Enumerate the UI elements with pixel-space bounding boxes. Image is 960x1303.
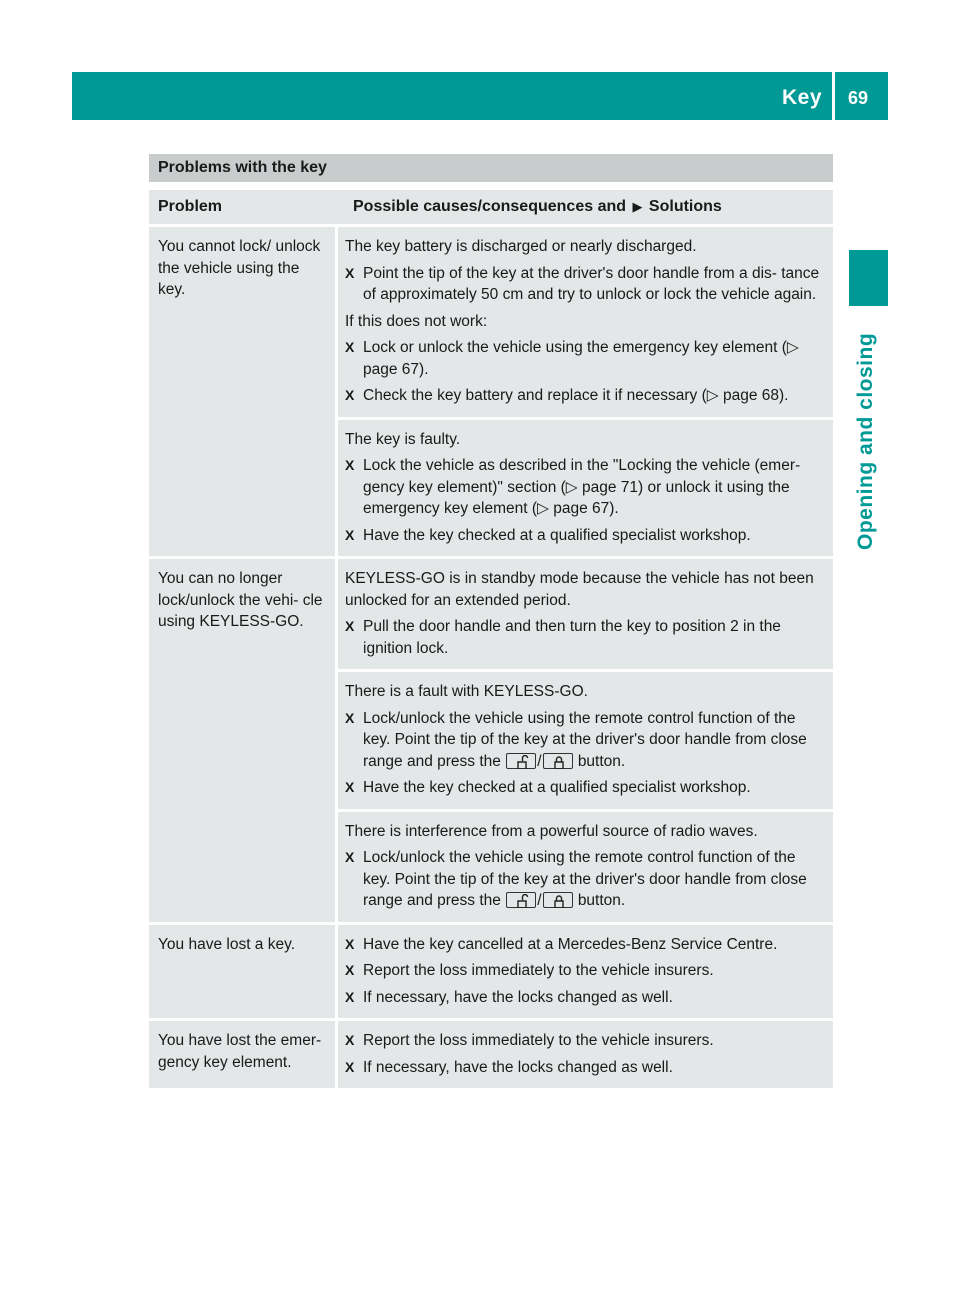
step-arrow-icon: X: [345, 1032, 355, 1048]
step-arrow-icon: X: [345, 988, 355, 1005]
cause-text: The key is faulty.: [345, 430, 461, 448]
step-text: Check the key battery and replace it if necessary (▷ page 68).: [363, 387, 789, 404]
cause-text: The key battery is discharged or nearly discharged.: [345, 238, 697, 255]
unlock-button-icon: [506, 892, 536, 908]
step-text: Report the loss immediately to the vehicle insurers.: [363, 962, 714, 979]
table-row: [149, 227, 833, 556]
cause-text: KEYLESS-GO is in standby mode because the vehicle has not been unlocked for an extended period.: [345, 570, 814, 609]
cause-text: There is a fault with KEYLESS-GO.: [345, 683, 588, 700]
step-arrow-icon: X: [345, 1058, 355, 1075]
slash-separator: /: [537, 892, 542, 909]
lock-button-icon: [543, 892, 573, 908]
solution-step: [345, 1030, 826, 1052]
step-arrow-icon: X: [345, 264, 355, 281]
step-text: Lock or unlock the vehicle using the emergency key element (▷ page 67).: [363, 339, 799, 378]
step-text: Have the key checked at a qualified specialist workshop.: [363, 779, 751, 796]
step-text: Lock/unlock the vehicle using the remote control function of the key. Point the tip of the key at the driver's door handle from close range and press the: [363, 709, 807, 770]
header-solutions-b: Solutions: [648, 198, 722, 215]
step-text-wrap: [363, 847, 826, 912]
step-text: If necessary, have the locks changed as well.: [363, 988, 673, 1006]
step-text-wrap: [363, 1057, 826, 1079]
step-arrow-icon: X: [345, 526, 355, 543]
solutions-cell: [338, 559, 833, 922]
cause-block: [338, 925, 833, 1019]
step-text-wrap: [363, 1030, 826, 1052]
step-text-wrap: [363, 385, 826, 407]
solution-step: [345, 616, 826, 659]
solution-step: [345, 960, 826, 982]
step-arrow-icon: X: [345, 935, 355, 952]
cause-text: If this does not work:: [345, 312, 488, 330]
solutions-cell: [338, 1021, 833, 1088]
solution-step: [345, 385, 826, 407]
table-body: [149, 227, 833, 1088]
step-arrow-icon: X: [345, 618, 355, 634]
cause-block: [338, 812, 833, 922]
cause-text: There is interference from a powerful source of radio waves.: [345, 822, 758, 840]
table-header-row: [149, 190, 833, 224]
step-text-after: button.: [577, 752, 626, 770]
step-arrow-icon: X: [345, 962, 355, 978]
step-text: Have the key checked at a qualified specialist workshop.: [363, 526, 751, 544]
step-text: Lock/unlock the vehicle using the remote control function of the key. Point the tip of the key at the driver's door handle from close range and press the: [363, 849, 807, 909]
step-text-wrap: [363, 987, 826, 1009]
header-solutions: [344, 190, 833, 224]
step-text-wrap: [363, 777, 826, 799]
step-arrow-icon: X: [345, 779, 355, 795]
problem-cell: You cannot lock/ unlock the vehicle using the key.: [149, 227, 335, 556]
cause-block: [338, 672, 833, 809]
header-separator: [832, 72, 835, 120]
solution-step: [345, 1057, 826, 1079]
solution-step: [345, 455, 826, 520]
unlock-button-icon: [506, 753, 536, 769]
solutions-cell: [338, 227, 833, 556]
step-text: Report the loss immediately to the vehicle insurers.: [363, 1032, 714, 1049]
step-arrow-icon: X: [345, 849, 355, 865]
side-tab-label: Opening and closing: [854, 332, 877, 550]
header-solutions-a: Possible causes/consequences and: [353, 198, 627, 215]
lock-button-icon: [543, 753, 573, 769]
step-arrow-icon: X: [345, 709, 355, 726]
cause-block: [338, 1021, 833, 1088]
problem-cell: You have lost a key.: [149, 925, 335, 1019]
step-text-after: button.: [577, 892, 626, 909]
solution-step: [345, 337, 826, 380]
step-text-wrap: [363, 708, 826, 773]
page-number: 69: [848, 88, 869, 108]
cause-block: [338, 559, 833, 669]
step-text-wrap: [363, 337, 826, 380]
side-tab-marker: [849, 250, 888, 306]
step-arrow-icon: X: [345, 387, 355, 403]
step-text-wrap: [363, 525, 826, 547]
table-row: [149, 559, 833, 922]
action-arrow-icon: ▶: [632, 199, 643, 214]
slash-separator: /: [537, 752, 542, 770]
solution-step: [345, 777, 826, 799]
table-row: [149, 925, 833, 1019]
step-arrow-icon: X: [345, 457, 355, 473]
header-band: [72, 72, 888, 120]
solution-step: [345, 708, 826, 773]
step-text-wrap: [363, 616, 826, 659]
step-text-wrap: [363, 455, 826, 520]
step-arrow-icon: X: [345, 339, 355, 355]
cause-block: [338, 227, 833, 417]
step-text: Have the key cancelled at a Mercedes-Benz Service Centre.: [363, 935, 778, 953]
table-title: Problems with the key: [149, 154, 833, 182]
step-text-wrap: [363, 934, 826, 956]
solution-step: [345, 934, 826, 956]
solution-step: [345, 987, 826, 1009]
step-text-wrap: [363, 960, 826, 982]
step-text: If necessary, have the locks changed as well.: [363, 1058, 673, 1076]
step-text: Point the tip of the key at the driver's door handle from a dis- tance of approximately 50 cm and try to unlock or lock the vehicle again.: [363, 264, 820, 303]
problems-table: [149, 154, 833, 1088]
table-row: [149, 1021, 833, 1088]
solution-step: [345, 847, 826, 912]
step-text-wrap: [363, 263, 826, 306]
cause-block: [338, 420, 833, 557]
step-text: Lock the vehicle as described in the "Locking the vehicle (emer- gency key element)" section (▷ page 71) or unlock it using the emergency key element (▷ page 67).: [363, 457, 801, 517]
section-title: Key: [781, 86, 822, 109]
solution-step: [345, 263, 826, 306]
header-problem: Problem: [158, 198, 223, 215]
problem-cell: You can no longer lock/unlock the vehi- cle using KEYLESS-GO.: [149, 559, 335, 922]
step-text: Pull the door handle and then turn the key to position 2 in the ignition lock.: [363, 618, 781, 657]
solutions-cell: [338, 925, 833, 1019]
solution-step: [345, 525, 826, 547]
problem-cell: You have lost the emer- gency key element.: [149, 1021, 335, 1088]
